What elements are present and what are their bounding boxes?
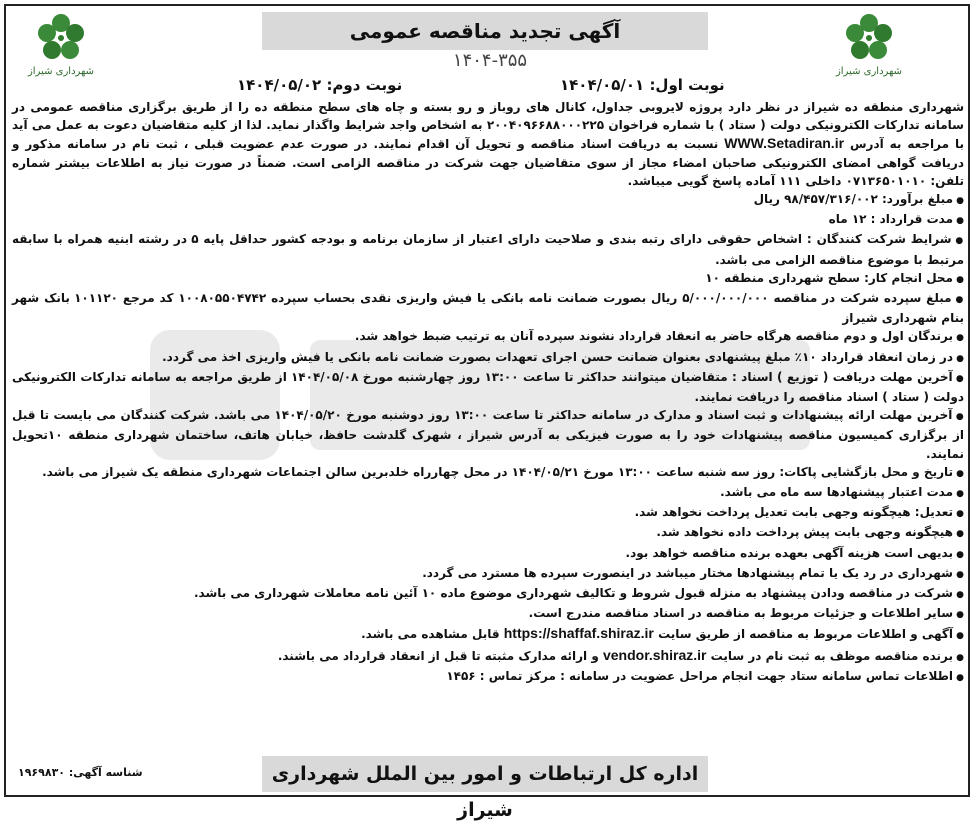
list-item: ● مبلغ برآورد: ۹۸/۴۵۷/۳۱۶/۰۰۲ ریال	[12, 190, 964, 210]
list-item: ● آخرین مهلت دریافت ( توزیع ) اسناد : متقاضیان میتوانند حداکثر تا ساعت ۱۳:۰۰ روز چهارشنبه مورخ ۱۴۰۴/۰۵/۰۸ از طریق مراجعه به سامانه تدارکات الکترونیکی دولت ( ستاد ) اسناد مناقصه را دریافت نمایند.	[12, 368, 964, 406]
list-item-shaffaf	[12, 624, 964, 645]
list-item: ● شرکت در مناقصه ودادن پیشنهاد به منزله قبول شروط و تکالیف شهرداری موضوع ماده ۱۰ آئین نامه معاملات شهرداری می باشد.	[12, 584, 964, 604]
department-footer: اداره کل ارتباطات و امور بین الملل شهرداری شیراز	[262, 756, 708, 792]
logo-caption: شهرداری شیراز	[27, 66, 95, 77]
ad-id: شناسه آگهی: ۱۹۶۹۸۳۰	[18, 766, 143, 779]
list-item: ● تعدیل: هیچگونه وجهی بابت تعدیل پرداخت نخواهد شد.	[12, 503, 964, 523]
intro-paragraph	[12, 98, 964, 190]
shaffaf-text: آگهی و اطلاعات مربوط به مناقصه از طریق سایت	[658, 627, 953, 642]
list-item: ● آخرین مهلت ارائه پیشنهادات و ثبت اسناد و مدارک در سامانه حداکثر تا ساعت ۱۳:۰۰ روز دوشنبه مورخ ۱۴۰۴/۰۵/۲۰ می باشد. شرکت کنندگان می بایست تا قبل از برگزاری کمیسیون مناقصه پیشنهادات خود را به صورت فیزیکی به آدرس شیراز ، شهرک گلدشت حافظ، خیابان هاتف، ساختمان شهرداری منطقه ۱۰تحویل نمایند.	[12, 406, 964, 463]
first-round	[560, 76, 725, 94]
first-round-label: نوبت اول:	[649, 76, 725, 94]
second-round	[237, 76, 402, 94]
flower-logo-icon	[839, 12, 899, 68]
vendor-text-after: و ارائه مدارک مثبته تا قبل از انعقاد قرارداد می باشند.	[277, 648, 599, 663]
setadiran-link[interactable]: WWW.Setadiran.ir	[724, 135, 845, 152]
list-item: ● شرایط شرکت کنندگان : اشخاص حقوقی دارای رتبه بندی و صلاحیت دارای اعتبار از سازمان برنامه و بودجه کشور حداقل پایه ۵ در رشته ابنیه همراه با سابقه مرتبط با موضوع مناقصه الزامی می باشد.	[12, 230, 964, 268]
list-item: ● سایر اطلاعات و جزئیات مربوط به مناقصه در اسناد مناقصه مندرج است.	[12, 604, 964, 624]
list-item: ● شهرداری در رد یک یا تمام پیشنهادها مختار میباشد در اینصورت سپرده ها مسترد می گردد.	[12, 564, 964, 584]
shiraz-municipality-logo-left	[22, 12, 100, 90]
list-item: ● هیچگونه وجهی بابت پیش پرداخت داده نخواهد شد.	[12, 523, 964, 543]
shiraz-municipality-logo-right	[830, 12, 908, 90]
list-item: ● مبلغ سپرده شرکت در مناقصه ۵/۰۰۰/۰۰۰/۰۰۰ ریال بصورت ضمانت نامه بانکی یا فیش واریزی نقدی بحساب سپرده ۱۰۰۸۰۵۵۰۴۷۴۲ کد مرجع ۱۰۱۱۲۰ بانک شهر بنام شهرداری شیراز	[12, 289, 964, 327]
list-item: ● تاریخ و محل بازگشایی پاکات: روز سه شنبه ساعت ۱۳:۰۰ مورخ ۱۴۰۴/۰۵/۲۱ در محل چهارراه خلدبرین سالن اجتماعات شهرداری منطقه یک شیراز می باشد.	[12, 463, 964, 483]
shaffaf-link[interactable]: https://shaffaf.shiraz.ir	[503, 625, 654, 642]
intro-text: شهرداری منطقه ده شیراز در نظر دارد پروژه لایروبی جداول، کانال های روباز و رو بسته و چاه های سطح منطقه ده را از طریق برگزاری مناقصه عمومی در سامانه تدارکات الکترونیکی دولت ( ستاد ) با شماره فراخوان ۲۰۰۴۰۹۶۶۸۸۰۰۰۲۲۵ به اشخاص واجد شرایط واگذار نماید. لذا از کلیه متقاضیان دعوت به عمل می آید با مراجعه به آدرس	[12, 100, 964, 152]
second-round-date: ۱۴۰۴/۰۵/۰۲	[237, 76, 322, 94]
list-item: ● مدت قرارداد : ۱۲ ماه	[12, 210, 964, 230]
first-round-date: ۱۴۰۴/۰۵/۰۱	[560, 76, 645, 94]
vendor-link[interactable]: vendor.shiraz.ir	[602, 646, 707, 663]
list-item-vendor	[12, 646, 964, 667]
flower-logo-icon	[31, 12, 91, 68]
notice-body	[12, 98, 964, 687]
list-item: ● محل انجام کار: سطح شهرداری منطقه ۱۰	[12, 269, 964, 289]
vendor-text: برنده مناقصه موظف به ثبت نام در سایت	[710, 648, 953, 663]
list-item-contact: ● اطلاعات تماس سامانه ستاد جهت انجام مراحل عضویت در سامانه : مرکز تماس : ۱۴۵۶	[12, 667, 964, 687]
second-round-label: نوبت دوم:	[326, 76, 403, 94]
shaffaf-text-after: قابل مشاهده می باشد.	[361, 627, 500, 642]
list-item: ● برندگان اول و دوم مناقصه هرگاه حاضر به انعقاد قرارداد نشوند سپرده آنان به ترتیب ضبط خواهد شد.	[12, 327, 964, 347]
tender-number: ۱۴۰۴-۳۵۵	[452, 50, 528, 71]
list-item: ● در زمان انعقاد قرارداد ۱۰٪ مبلغ پیشنهادی بعنوان ضمانت حسن اجرای تعهدات بصورت ضمانت نامه بانکی یا فیش واریزی اخذ می گردد.	[12, 348, 964, 368]
logo-caption: شهرداری شیراز	[835, 66, 903, 77]
notice-title: آگهی تجدید مناقصه عمومی	[262, 12, 708, 50]
list-item: ● مدت اعتبار پیشنهادها سه ماه می باشد.	[12, 483, 964, 503]
intro-text-2: نسبت به دریافت اسناد مناقصه و تحویل آن اقدام نمایند. در صورت عدم عضویت قبلی ، ثبت نام در سامانه مذکور و دریافت گواهی امضای الکترونیکی صاحبان امضاء مجاز از سوی متقاضیان جهت شرکت در مناقصه الزامی است. ضمناً در صورت نیاز به اطلاعات بیشتر شماره تلفن: ۰۷۱۳۶۵۰۱۰۱۰ داخلی ۱۱۱ آماده پاسخ گویی میباشد.	[12, 137, 964, 188]
list-item: ● بدیهی است هزینه آگهی بعهده برنده مناقصه خواهد بود.	[12, 544, 964, 564]
